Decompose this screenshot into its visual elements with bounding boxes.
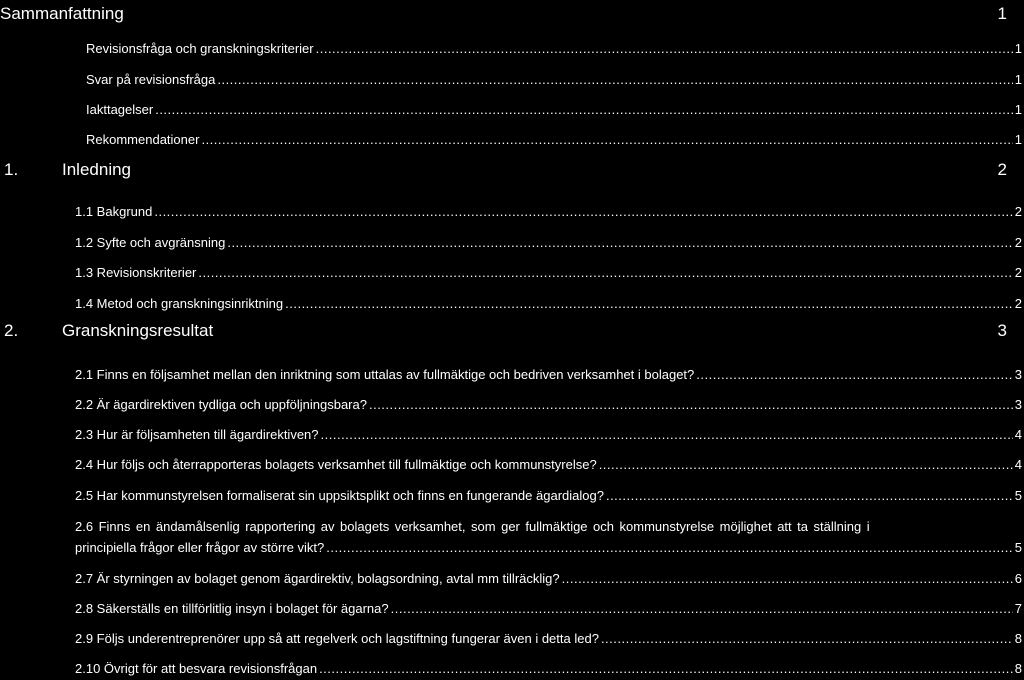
toc-entry-label: 2.3 Hur är följsamheten till ägardirektiven? (75, 427, 319, 442)
toc-entry-label: Iakttagelser (86, 102, 154, 117)
toc-entry-page: 1 (1014, 41, 1022, 56)
toc-entry-page: 2 (1014, 296, 1022, 311)
toc-leader-dots (217, 71, 1012, 89)
toc-entry[interactable] (86, 101, 1022, 119)
toc-entry[interactable] (75, 456, 1022, 474)
toc-leader-dots (321, 426, 1013, 444)
toc-leader-dots (326, 539, 1012, 557)
toc-heading-chapter-1[interactable] (0, 157, 1024, 183)
toc-leader-dots (562, 570, 1013, 588)
toc-leader-dots (391, 600, 1013, 618)
toc-entry-label: 2.5 Har kommunstyrelsen formaliserat sin uppsiktsplikt och finns en fungerande ägardialog? (75, 488, 604, 503)
toc-entry-page: 4 (1014, 427, 1022, 442)
toc-entry-label: 1.1 Bakgrund (75, 204, 153, 219)
toc-entry-page: 4 (1014, 457, 1022, 472)
toc-leader-dots (285, 295, 1013, 313)
toc-entry-page: 2 (1014, 235, 1022, 250)
toc-entry-label: principiella frågor eller frågor av större vikt? (75, 540, 325, 555)
toc-entry[interactable] (86, 40, 1022, 58)
toc-entry-page: 1 (1014, 132, 1022, 147)
toc-leader-dots (369, 396, 1013, 414)
toc-entry[interactable] (75, 487, 1022, 505)
toc-heading-summary[interactable] (0, 1, 1024, 27)
toc-entry[interactable] (75, 660, 1022, 678)
toc-entry-line1[interactable]: 2.6 Finns en ändamålsenlig rapportering av bolagets verksamhet, som ger fullmäktige och kommunstyrelse möjlighet att ta ställning i (75, 519, 870, 534)
toc-entry[interactable] (75, 426, 1022, 444)
toc-entry-label: 1.3 Revisionskriterier (75, 265, 197, 280)
toc-entry-page: 3 (1014, 367, 1022, 382)
toc-entry[interactable] (75, 264, 1022, 282)
toc-leader-dots (155, 101, 1013, 119)
toc-entry[interactable] (75, 630, 1022, 648)
toc-entry-label: 2.7 Är styrningen av bolaget genom ägardirektiv, bolagsordning, avtal mm tillräcklig? (75, 571, 560, 586)
toc-leader-dots (599, 456, 1013, 474)
toc-entry-label: Svar på revisionsfråga (86, 72, 216, 87)
toc-heading-page: 1 (997, 4, 1007, 23)
toc-entry-page: 3 (1014, 397, 1022, 412)
toc-heading-title: Sammanfattning (0, 4, 124, 23)
toc-entry-label: 2.10 Övrigt för att besvara revisionsfrågan (75, 661, 318, 676)
toc-leader-dots (154, 203, 1012, 221)
toc-entry-page: 1 (1014, 102, 1022, 117)
toc-entry[interactable] (75, 295, 1022, 313)
toc-entry[interactable] (75, 396, 1022, 414)
toc-entry-page: 8 (1014, 661, 1022, 676)
toc-entry-label: Rekommendationer (86, 132, 200, 147)
toc-heading-page: 3 (997, 321, 1007, 340)
toc-leader-dots (198, 264, 1012, 282)
toc-leader-dots (606, 487, 1013, 505)
toc-leader-dots (316, 40, 1013, 58)
toc-entry[interactable] (75, 539, 1022, 557)
toc-entry-label: 2.2 Är ägardirektiven tydliga och uppföljningsbara? (75, 397, 367, 412)
toc-leader-dots (227, 234, 1012, 252)
toc-entry-page: 5 (1014, 540, 1022, 555)
toc-heading-number: 1. (4, 160, 19, 179)
toc-entry-label: 1.4 Metod och granskningsinriktning (75, 296, 284, 311)
toc-leader-dots (601, 630, 1013, 648)
toc-entry-page: 5 (1014, 488, 1022, 503)
toc-entry-page: 8 (1014, 631, 1022, 646)
toc-heading-number: 2. (4, 321, 19, 340)
toc-entry-label: 2.4 Hur följs och återrapporteras bolagets verksamhet till fullmäktige och kommunstyrelse? (75, 457, 597, 472)
toc-entry[interactable] (75, 203, 1022, 221)
toc-leader-dots (201, 131, 1012, 149)
toc-entry-label: Revisionsfråga och granskningskriterier (86, 41, 314, 56)
toc-entry-label: 1.2 Syfte och avgränsning (75, 235, 226, 250)
toc-entry-page: 1 (1014, 72, 1022, 87)
toc-heading-chapter-2[interactable] (0, 318, 1024, 344)
toc-entry[interactable] (75, 600, 1022, 618)
toc-entry[interactable] (86, 131, 1022, 149)
toc-entry[interactable] (75, 366, 1022, 384)
toc-heading-title: Granskningsresultat (62, 321, 214, 340)
toc-leader-dots (319, 660, 1013, 678)
toc-leader-dots (696, 366, 1012, 384)
toc-entry-page: 6 (1014, 571, 1022, 586)
toc-entry-label: 2.9 Följs underentreprenörer upp så att regelverk och lagstiftning fungerar även i detta led? (75, 631, 599, 646)
toc-entry-page: 7 (1014, 601, 1022, 616)
toc-entry[interactable] (75, 234, 1022, 252)
toc-entry-label: 2.8 Säkerställs en tillförlitlig insyn i bolaget för ägarna? (75, 601, 389, 616)
toc-entry-page: 2 (1014, 265, 1022, 280)
toc-heading-title: Inledning (62, 160, 132, 179)
toc-entry[interactable] (86, 71, 1022, 89)
toc-heading-page: 2 (997, 160, 1007, 179)
toc-entry[interactable] (75, 570, 1022, 588)
toc-entry-label: 2.1 Finns en följsamhet mellan den inriktning som uttalas av fullmäktige och bedriven verksamhet i bolaget? (75, 367, 695, 382)
toc-entry-page: 2 (1014, 204, 1022, 219)
